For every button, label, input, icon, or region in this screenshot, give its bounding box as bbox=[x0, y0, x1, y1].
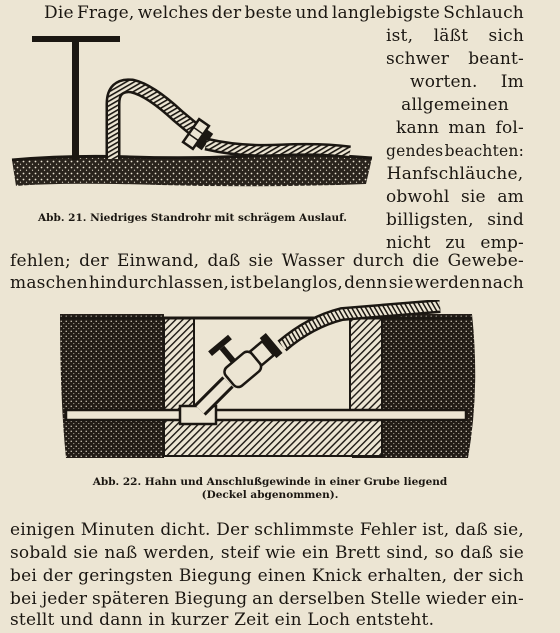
word: Fehler bbox=[359, 520, 417, 540]
word: Gewebe- bbox=[447, 251, 524, 271]
figure-21-caption: Abb. 21. Niedriges Standrohr mit schrägem Auslauf. bbox=[38, 212, 347, 224]
word: kann bbox=[396, 118, 440, 138]
word: werden bbox=[414, 273, 481, 293]
word: man bbox=[448, 118, 487, 138]
word: sie bbox=[73, 543, 99, 563]
text-line-2 bbox=[386, 25, 524, 47]
word: belanglos, bbox=[252, 273, 343, 293]
figure-21-illustration bbox=[10, 28, 375, 193]
word: gendes bbox=[386, 142, 444, 160]
word: fol- bbox=[495, 118, 524, 138]
word: dicht. bbox=[160, 520, 211, 540]
word: ist bbox=[230, 273, 252, 293]
word: sobald bbox=[10, 543, 68, 563]
word: der bbox=[453, 566, 483, 586]
word: jeder bbox=[41, 589, 88, 609]
word: daß bbox=[460, 543, 494, 563]
word: langlebigste bbox=[331, 3, 441, 23]
figure-22-caption-line2: (Deckel abgenommen). bbox=[201, 489, 339, 501]
word: läßt bbox=[433, 26, 469, 46]
word: ist, bbox=[386, 26, 414, 46]
word: beste bbox=[244, 3, 293, 23]
word: Schlauch bbox=[443, 3, 524, 23]
word: einen bbox=[257, 566, 307, 586]
word: obwohl bbox=[386, 187, 450, 207]
text-line-15 bbox=[10, 542, 524, 564]
word: beant- bbox=[468, 49, 524, 69]
word: der bbox=[211, 3, 242, 23]
word: Frage, bbox=[76, 3, 135, 23]
word: sich bbox=[488, 566, 524, 586]
text-line-10 bbox=[386, 209, 524, 231]
word: sie, bbox=[493, 520, 524, 540]
word: Brett bbox=[334, 543, 381, 563]
word: werden, bbox=[143, 543, 215, 563]
word: hindurchlassen, bbox=[88, 273, 230, 293]
word: bei bbox=[10, 589, 37, 609]
word: wieder bbox=[425, 589, 487, 609]
word: erhalten, bbox=[367, 566, 448, 586]
word: der bbox=[42, 566, 73, 586]
word: Die bbox=[44, 3, 74, 23]
text-line-16 bbox=[10, 565, 524, 587]
word: emp- bbox=[480, 233, 524, 253]
text-line-8: Hanfschläuche, bbox=[386, 164, 524, 184]
word: Einwand, bbox=[116, 251, 200, 271]
word: beachten: bbox=[444, 142, 524, 160]
text-line-9 bbox=[386, 186, 524, 208]
word: am bbox=[497, 187, 524, 207]
word: Biegung bbox=[174, 589, 248, 609]
word: maschen bbox=[10, 273, 88, 293]
word: an bbox=[252, 589, 274, 609]
word: nach bbox=[481, 273, 524, 293]
word: schlimmste bbox=[254, 520, 355, 540]
word: sie bbox=[499, 543, 524, 563]
word: Biegung bbox=[178, 566, 252, 586]
text-line-17 bbox=[10, 588, 524, 610]
figure-22-illustration bbox=[60, 300, 480, 462]
word: geringsten bbox=[78, 566, 174, 586]
word: einigen bbox=[10, 520, 76, 540]
text-line-3 bbox=[386, 48, 524, 70]
word: Minuten bbox=[80, 520, 155, 540]
word: die bbox=[412, 251, 440, 271]
word: sind bbox=[487, 210, 524, 230]
word: Im bbox=[500, 72, 524, 92]
text-line-18: stellt und dann in kurzer Zeit ein Loch entsteht. bbox=[10, 610, 435, 630]
word: sie bbox=[248, 251, 274, 271]
text-line-5: allgemeinen bbox=[401, 95, 509, 115]
word: naß bbox=[104, 543, 138, 563]
text-line-1 bbox=[44, 2, 524, 24]
word: wie bbox=[265, 543, 296, 563]
word: sich bbox=[488, 26, 524, 46]
word: bei bbox=[10, 566, 37, 586]
word: denn bbox=[344, 273, 388, 293]
word: Knick bbox=[311, 566, 362, 586]
text-line-4 bbox=[410, 71, 524, 93]
word: billigsten, bbox=[386, 210, 474, 230]
word: Wasser bbox=[281, 251, 345, 271]
text-line-7 bbox=[386, 140, 524, 162]
word: schwer bbox=[386, 49, 450, 69]
word: Stelle bbox=[370, 589, 421, 609]
word: derselben bbox=[278, 589, 366, 609]
word: sind, bbox=[386, 543, 429, 563]
word: und bbox=[295, 3, 329, 23]
word: steif bbox=[220, 543, 260, 563]
word: daß bbox=[454, 520, 488, 540]
word: der bbox=[79, 251, 109, 271]
word: ist, bbox=[422, 520, 450, 540]
word: ein- bbox=[490, 589, 524, 609]
text-line-14 bbox=[10, 519, 524, 541]
word: nicht bbox=[386, 233, 431, 253]
word: sie bbox=[388, 273, 414, 293]
word: zu bbox=[445, 233, 466, 253]
word: worten. bbox=[410, 72, 478, 92]
word: ein bbox=[301, 543, 329, 563]
word: Der bbox=[216, 520, 249, 540]
text-line-13 bbox=[10, 272, 524, 294]
word: sie bbox=[461, 187, 486, 207]
word: durch bbox=[352, 251, 405, 271]
word: welches bbox=[137, 3, 209, 23]
word: daß bbox=[207, 251, 241, 271]
word: späteren bbox=[92, 589, 170, 609]
word: so bbox=[434, 543, 455, 563]
text-line-12 bbox=[10, 250, 524, 272]
text-line-6 bbox=[396, 117, 524, 139]
word: fehlen; bbox=[10, 251, 71, 271]
figure-22-caption-line1: Abb. 22. Hahn und Anschlußgewinde in einer Grube liegend bbox=[92, 476, 448, 488]
